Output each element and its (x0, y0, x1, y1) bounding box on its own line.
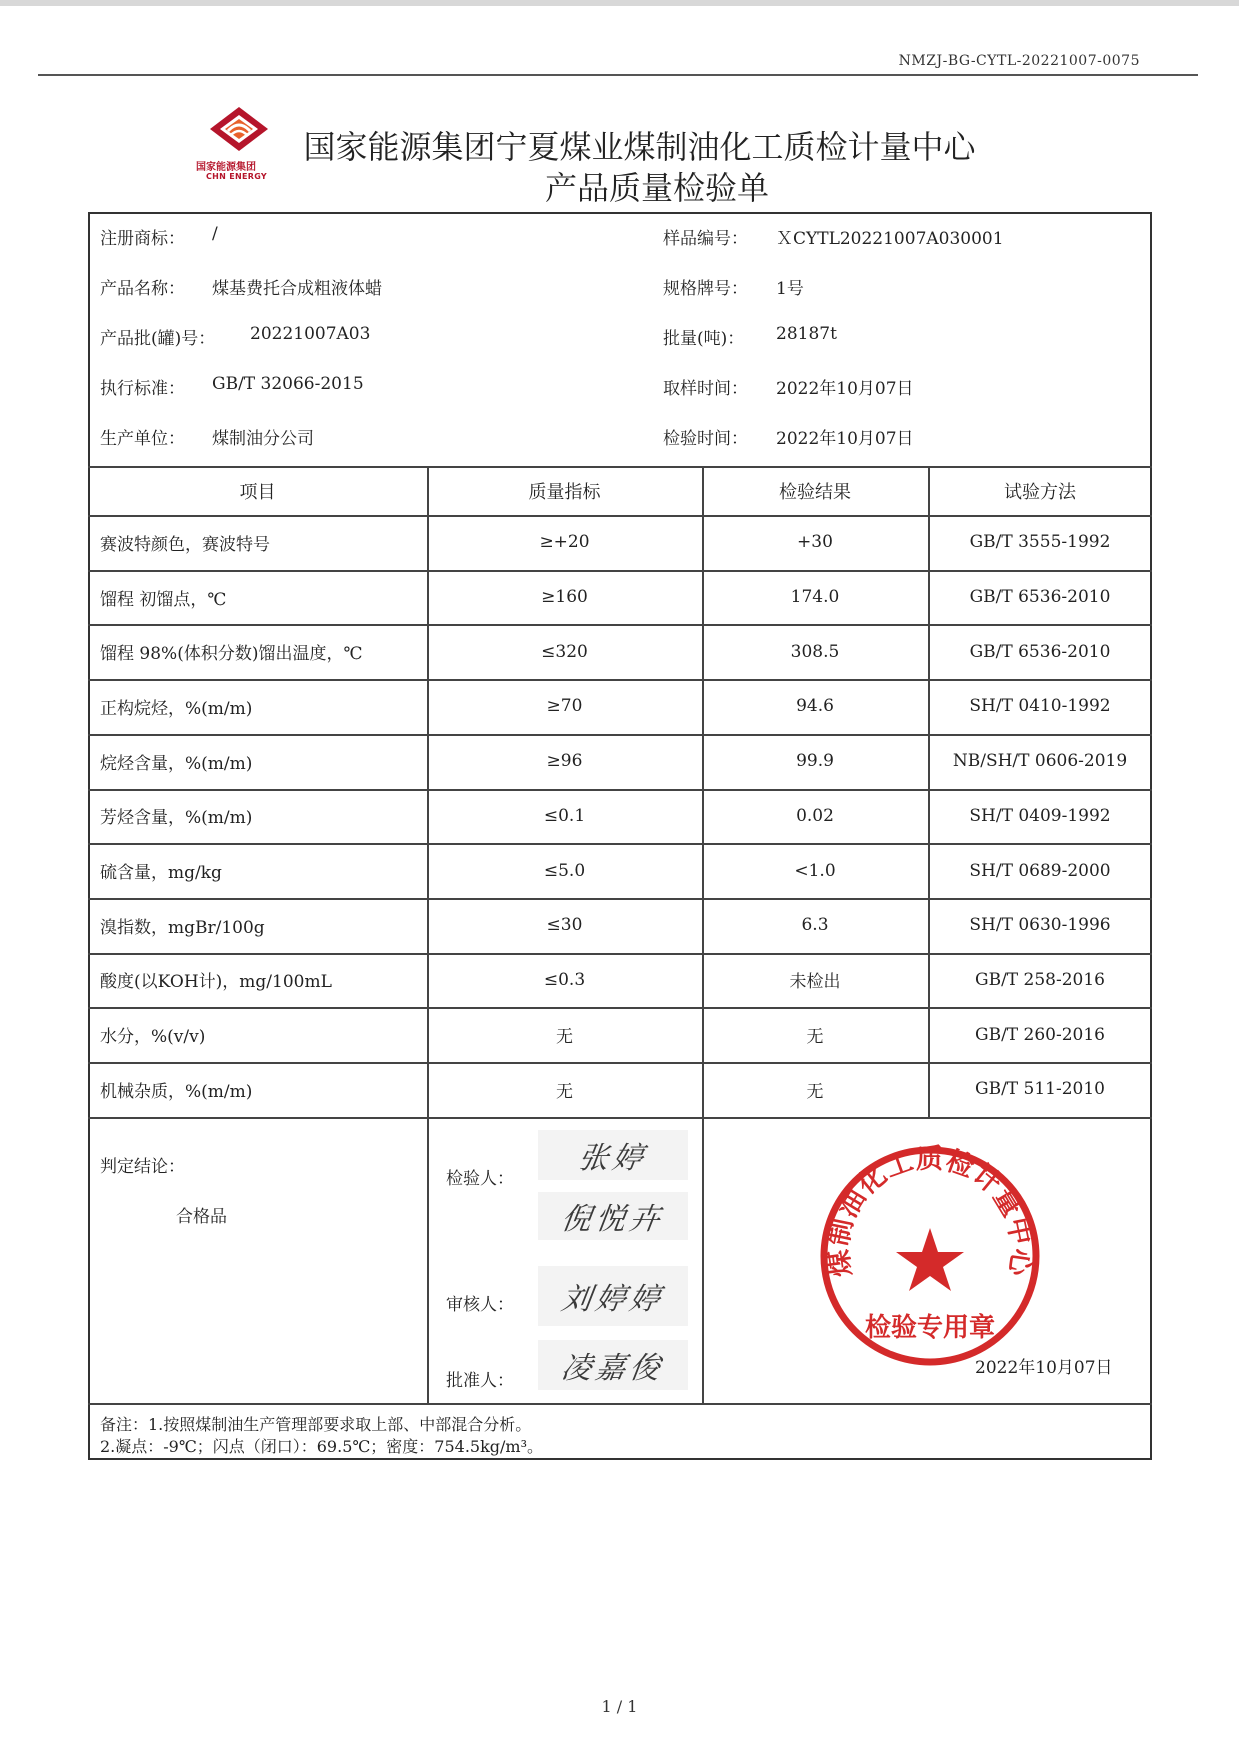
logo-text-cn: 国家能源集团 (196, 162, 256, 173)
svg-text:检验专用章: 检验专用章 (864, 1313, 996, 1343)
inspection-time-label: 检验时间： (663, 429, 748, 449)
batch-value: 20221007A03 (250, 324, 371, 344)
reviewer-label: 审核人： (446, 1295, 514, 1315)
cell-test-method: GB/T 258-2016 (975, 969, 1105, 990)
cell-quality-index: ≥+20 (539, 532, 590, 553)
cell-item: 赛波特颜色，赛波特号 (100, 534, 270, 555)
top-edge (0, 0, 1239, 6)
cell-test-method: GB/T 6536-2010 (969, 641, 1111, 662)
cell-item: 芳烃含量，%(m/m) (100, 808, 253, 829)
approver-signature: 凌嘉俊 (538, 1340, 688, 1390)
cell-item: 溴指数，mgBr/100g (100, 917, 265, 938)
remarks (100, 1414, 543, 1458)
cell-quality-index: ≤320 (541, 641, 588, 662)
trademark-value: / (212, 224, 218, 244)
standard-value: GB/T 32066-2015 (212, 374, 364, 394)
header-rule (38, 74, 1198, 76)
cell-item: 硫含量，mg/kg (100, 863, 222, 884)
sample-no-value: ＸCYTL20221007A030001 (776, 229, 1004, 249)
cell-result: 无 (806, 1027, 824, 1048)
quantity-value: 28187t (776, 324, 837, 344)
spec-value: 1号 (776, 279, 804, 299)
production-unit-label: 生产单位： (100, 429, 185, 449)
cell-item: 烷烃含量，%(m/m) (100, 753, 253, 774)
cell-item: 机械杂质，%(m/m) (100, 1081, 253, 1102)
product-value: 煤基费托合成粗液体蜡 (212, 279, 382, 299)
cell-test-method: SH/T 0410-1992 (969, 696, 1111, 717)
reviewer-signature: 刘婷婷 (538, 1266, 688, 1326)
seal-date: 2022年10月07日 (975, 1358, 1113, 1378)
conclusion-label: 判定结论： (100, 1157, 185, 1177)
header-test-method: 试验方法 (1004, 481, 1076, 503)
inspector-label: 检验人： (446, 1169, 514, 1189)
document-title: 产品质量检验单 (544, 169, 769, 207)
production-unit-value: 煤制油分公司 (212, 429, 314, 449)
cell-result: 174.0 (790, 587, 840, 608)
cell-result: 94.6 (796, 696, 834, 717)
cell-result: 6.3 (801, 915, 829, 936)
cell-quality-index: 无 (556, 1081, 573, 1102)
cell-test-method: SH/T 0409-1992 (969, 805, 1111, 826)
cell-result: 308.5 (790, 641, 840, 662)
conclusion-bottom-border (88, 1403, 1152, 1405)
cell-item: 馏程 初馏点，℃ (100, 589, 227, 610)
cell-quality-index: ≤5.0 (543, 860, 586, 881)
cell-test-method: SH/T 0630-1996 (969, 915, 1111, 936)
spec-label: 规格牌号： (663, 279, 748, 299)
cell-result: <1.0 (794, 860, 836, 881)
cell-result: 未检出 (789, 972, 841, 993)
cell-result: 无 (806, 1081, 824, 1102)
document-number: NMZJ-BG-CYTL-20221007-0075 (898, 53, 1140, 69)
trademark-label: 注册商标： (100, 229, 185, 249)
inspector-signature-2: 倪悦卉 (538, 1192, 688, 1240)
remarks-line-1: 备注：1.按照煤制油生产管理部要求取上部、中部混合分析。 (100, 1415, 532, 1434)
cell-result: 0.02 (796, 805, 834, 826)
cell-item: 正构烷烃，%(m/m) (100, 698, 253, 719)
batch-label: 产品批(罐)号： (100, 329, 216, 349)
cell-test-method: GB/T 511-2010 (975, 1079, 1105, 1100)
inspector-signature-1: 张婷 (538, 1130, 688, 1180)
header-quality-index: 质量指标 (528, 481, 601, 503)
cell-result: +30 (797, 532, 833, 553)
cell-quality-index: ≤0.3 (543, 969, 586, 990)
cell-item: 馏程 98%(体积分数)馏出温度，℃ (100, 644, 363, 665)
cell-test-method: GB/T 260-2016 (975, 1024, 1105, 1045)
cell-quality-index: ≥70 (546, 696, 583, 717)
cell-quality-index: ≤0.1 (543, 805, 586, 826)
quantity-label: 批量(吨)： (663, 329, 745, 349)
cell-item: 水分，%(v/v) (100, 1027, 206, 1048)
svg-text:煤制油化工质检计量中心: 煤制油化工质检计量中心 (823, 1144, 1037, 1279)
standard-label: 执行标准： (100, 379, 185, 399)
sampling-time-value: 2022年10月07日 (776, 379, 914, 399)
logo-text-en: CHN ENERGY (206, 172, 268, 181)
remarks-line-2: 2.凝点：-9℃；闪点（闭口）：69.5℃；密度：754.5kg/m³。 (100, 1437, 543, 1456)
cell-quality-index: 无 (556, 1027, 573, 1048)
sampling-time-label: 取样时间： (663, 379, 748, 399)
inspection-seal (814, 1140, 1046, 1372)
cell-test-method: SH/T 0689-2000 (969, 860, 1111, 881)
cell-quality-index: ≥160 (541, 587, 588, 608)
product-label: 产品名称： (100, 279, 185, 299)
cell-quality-index: ≥96 (546, 751, 583, 772)
cell-result: 99.9 (796, 751, 834, 772)
conclusion-value: 合格品 (176, 1207, 227, 1227)
sample-no-label: 样品编号： (663, 229, 748, 249)
organization-title: 国家能源集团宁夏煤业煤制油化工质检计量中心 (303, 128, 976, 166)
cell-test-method: GB/T 6536-2010 (969, 587, 1111, 608)
row-border (88, 1117, 1152, 1119)
header-result: 检验结果 (779, 481, 851, 503)
approver-label: 批准人： (446, 1371, 514, 1391)
inspection-time-value: 2022年10月07日 (776, 429, 914, 449)
page-indicator: 1 / 1 (601, 1697, 638, 1716)
column-divider (427, 1117, 429, 1403)
header-item: 项目 (239, 481, 276, 503)
cell-quality-index: ≤30 (546, 915, 583, 936)
seal-icon (814, 1140, 1046, 1372)
cell-item: 酸度(以KOH计)，mg/100mL (100, 972, 332, 993)
cell-test-method: NB/SH/T 0606-2019 (952, 751, 1128, 772)
cell-test-method: GB/T 3555-1992 (969, 532, 1111, 553)
